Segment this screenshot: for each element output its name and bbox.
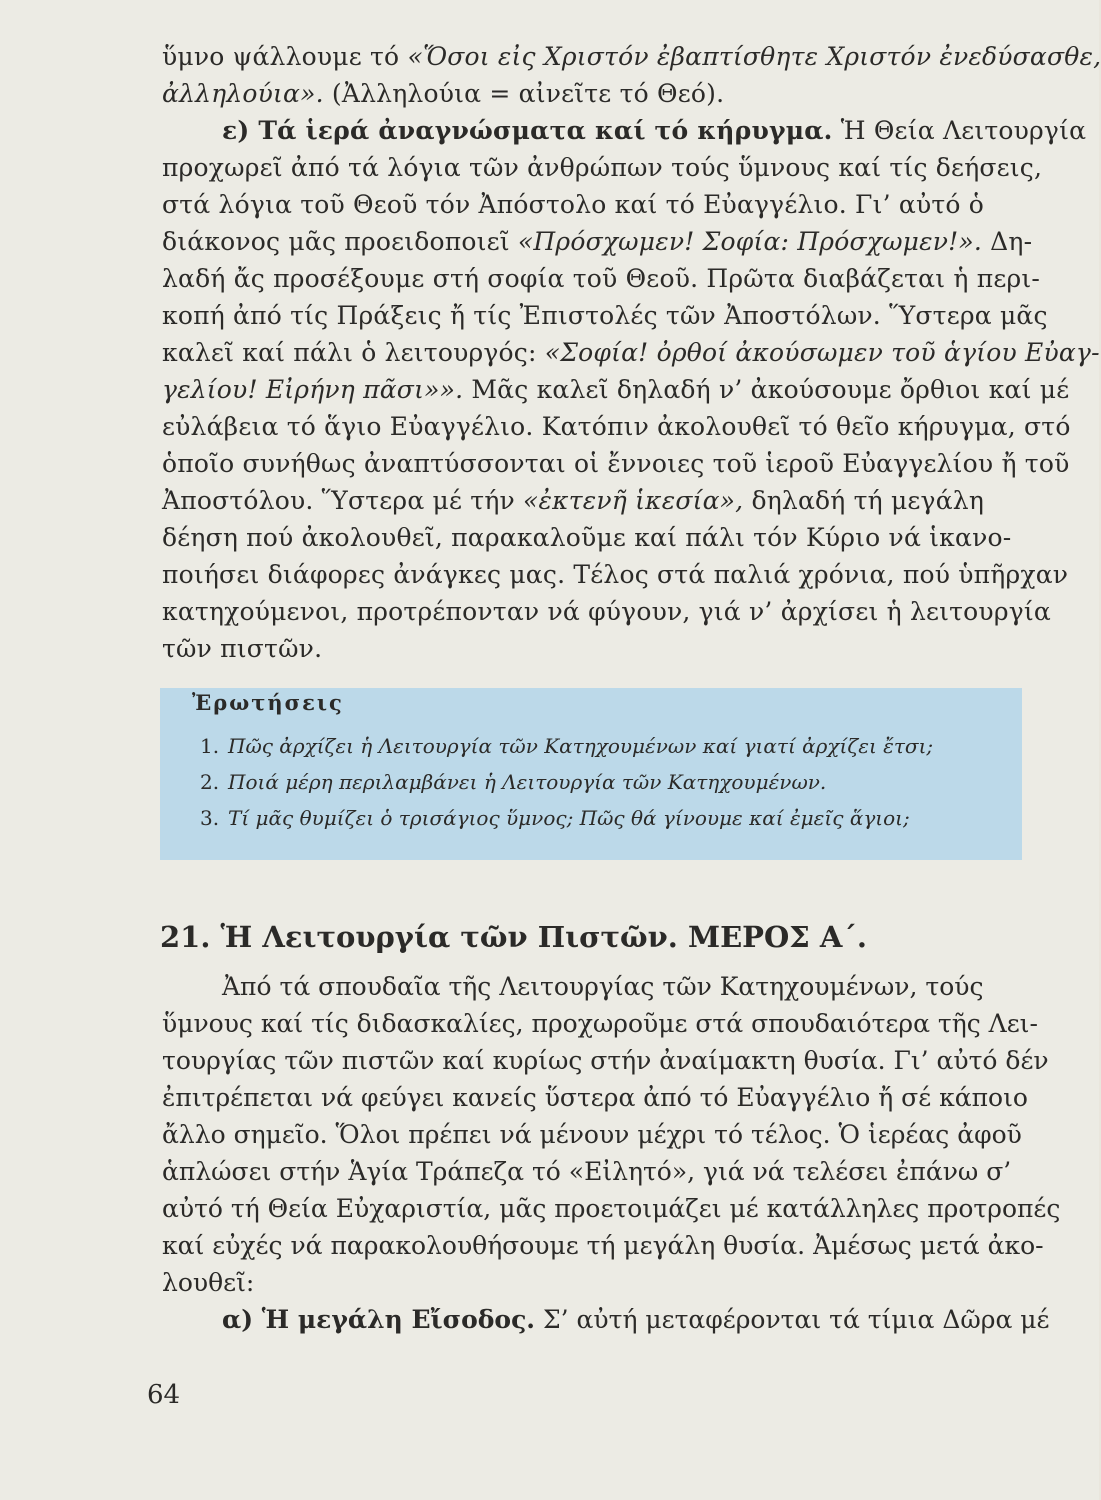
text-line [162, 1264, 1022, 1301]
question-number: 1. [200, 734, 220, 758]
text-run: λουθεῖ: [162, 1268, 255, 1297]
question-text: Ποιά μέρη περιλαμβάνει ἡ Λειτουργία τῶν Κατηχουμένων. [228, 770, 827, 794]
text-line [162, 186, 1022, 223]
text-run: κοπή ἀπό τίς Πράξεις ἤ τίς Ἐπιστολές τῶν Ἀποστόλων. Ὕστερα μᾶς [162, 301, 1048, 330]
text-line [162, 1079, 1028, 1116]
text-run: ἄλλο σημεῖο. Ὅλοι πρέπει νά μένουν μέχρι τό τέλος. Ὁ ἱερέας ἀφοῦ [162, 1120, 1022, 1149]
text-line [162, 1116, 1022, 1153]
text-line [162, 371, 1070, 408]
text-run: «ἐκτενῆ ἱκεσία», [523, 486, 744, 515]
text-line [162, 408, 1071, 445]
text-line [162, 1005, 1038, 1042]
text-run: τουργίας τῶν πιστῶν καί κυρίως στήν ἀναίμακτη θυσία. Γι’ αὐτό δέν [162, 1046, 1049, 1075]
text-run: καί εὐχές νά παρακολουθήσουμε τή μεγάλη θυσία. Ἀμέσως μετά ἀκο- [162, 1231, 1044, 1260]
text-run: α) Ἡ μεγάλη Εἴσοδος. [222, 1305, 536, 1334]
text-run: προχωρεῖ ἀπό τά λόγια τῶν ἀνθρώπων τούς ὕμνους καί τίς δεήσεις, [162, 153, 1043, 182]
question-text: Τί μᾶς θυμίζει ὁ τρισάγιος ὕμνος; Πῶς θά γίνουμε καί ἐμεῖς ἅγιοι; [228, 806, 910, 830]
text-run: ἀλληλούια». [162, 79, 324, 108]
text-run: «Σοφία! ὀρθοί ἀκούσωμεν τοῦ ἁγίου Εὐαγ- [544, 338, 1100, 367]
text-line [162, 260, 1041, 297]
text-line [162, 75, 1022, 112]
text-run: γελίου! Εἰρήνη πᾶσι»». [162, 375, 464, 404]
text-run: Δη- [982, 227, 1033, 256]
text-line [162, 556, 1069, 593]
text-run: Ἀπό τά σπουδαῖα τῆς Λειτουργίας τῶν Κατηχουμένων, τούς [222, 972, 984, 1001]
page-number: 64 [147, 1380, 181, 1410]
text-run: λαδή ἄς προσέξουμε στή σοφία τοῦ Θεοῦ. Πρῶτα διαβάζεται ἡ περι- [162, 264, 1041, 293]
text-run: (Ἀλληλούια = αἰνεῖτε τό Θεό). [323, 79, 725, 108]
text-run: κατηχούμενοι, προτρέπονταν νά φύγουν, γιά ν’ ἀρχίσει ἡ λειτουργία [162, 597, 1051, 626]
text-run: ε) Τά ἱερά ἀναγνώσματα καί τό κήρυγμα. [222, 116, 833, 145]
body-text-bottom [162, 968, 1061, 1338]
text-run: εὐλάβεια τό ἅγιο Εὐαγγέλιο. Κατόπιν ἀκολουθεῖ τό θεῖο κήρυγμα, στό [162, 412, 1071, 441]
question-number: 2. [200, 770, 220, 794]
text-run: ὁποῖο συνήθως ἀναπτύσσονται οἱ ἔννοιες τοῦ ἱεροῦ Εὐαγγελίου ἤ τοῦ [162, 449, 1070, 478]
text-run: ἐπιτρέπεται νά φεύγει κανείς ὕστερα ἀπό τό Εὐαγγέλιο ἤ σέ κάποιο [162, 1083, 1028, 1112]
text-line [162, 968, 1022, 1005]
text-line [162, 519, 1022, 556]
text-line [162, 1301, 1050, 1338]
questions-list [200, 728, 933, 836]
text-run: δέηση πού ἀκολουθεῖ, παρακαλοῦμε καί πάλι τόν Κύριο νά ἱκανο- [162, 523, 1012, 552]
text-run: Ἡ Θεία Λειτουργία [832, 116, 1087, 145]
section-title: 21. Ἡ Λειτουργία τῶν Πιστῶν. ΜΕΡΟΣ Α΄. [160, 920, 867, 954]
text-run: διάκονος μᾶς προειδοποιεῖ [162, 227, 518, 256]
text-run: «Πρόσχωμεν! Σοφία: Πρόσχωμεν!». [517, 227, 983, 256]
text-run: Μᾶς καλεῖ δηλαδή ν’ ἀκούσουμε ὄρθιοι καί μέ [463, 375, 1070, 404]
text-line [162, 1227, 1044, 1264]
text-line [162, 1190, 1061, 1227]
text-line [162, 38, 1101, 75]
text-line [162, 149, 1043, 186]
question-text: Πῶς ἀρχίζει ἡ Λειτουργία τῶν Κατηχουμένων καί γιατί ἀρχίζει ἔτσι; [228, 734, 934, 758]
question-item [200, 800, 933, 836]
text-line [162, 1042, 1049, 1079]
text-run: «Ὅσοι εἰς Χριστόν ἐβαπτίσθητε Χριστόν ἐνεδύσασθε, [407, 42, 1101, 71]
text-run: ὕμνο ψάλλουμε τό [162, 42, 408, 71]
text-run: στά λόγια τοῦ Θεοῦ τόν Ἀπόστολο καί τό Εὐαγγέλιο. Γι’ αὐτό ὁ [162, 190, 985, 219]
text-line [162, 112, 1087, 149]
text-line [162, 1153, 1022, 1190]
body-text-top [162, 38, 1101, 667]
text-line [162, 593, 1051, 630]
text-run: αὐτό τή Θεία Εὐχαριστία, μᾶς προετοιμάζει μέ κατάλληλες προτροπές [162, 1194, 1061, 1223]
text-run: ὕμνους καί τίς διδασκαλίες, προχωροῦμε στά σπουδαιότερα τῆς Λει- [162, 1009, 1038, 1038]
questions-heading: Ἐρωτήσεις [192, 690, 344, 715]
text-run: ἁπλώσει στήν Ἁγία Τράπεζα τό «Εἰλητό», γιά νά τελέσει ἐπάνω σ’ [162, 1157, 1012, 1186]
question-item [200, 764, 933, 800]
question-item [200, 728, 933, 764]
text-run: Ἀποστόλου. Ὕστερα μέ τήν [162, 486, 524, 515]
text-line [162, 482, 1022, 519]
text-line [162, 445, 1070, 482]
text-run: Σ’ αὐτή μεταφέρονται τά τίμια Δῶρα μέ [535, 1305, 1050, 1334]
text-line [162, 630, 1022, 667]
text-line [162, 297, 1048, 334]
text-line [162, 334, 1100, 371]
text-line [162, 223, 1033, 260]
text-run: ποιήσει διάφορες ἀνάγκες μας. Τέλος στά παλιά χρόνια, πού ὑπῆρχαν [162, 560, 1069, 589]
text-run: τῶν πιστῶν. [162, 634, 323, 663]
question-number: 3. [200, 806, 220, 830]
text-run: δηλαδή τή μεγάλη [743, 486, 985, 515]
text-run: καλεῖ καί πάλι ὁ λειτουργός: [162, 338, 545, 367]
